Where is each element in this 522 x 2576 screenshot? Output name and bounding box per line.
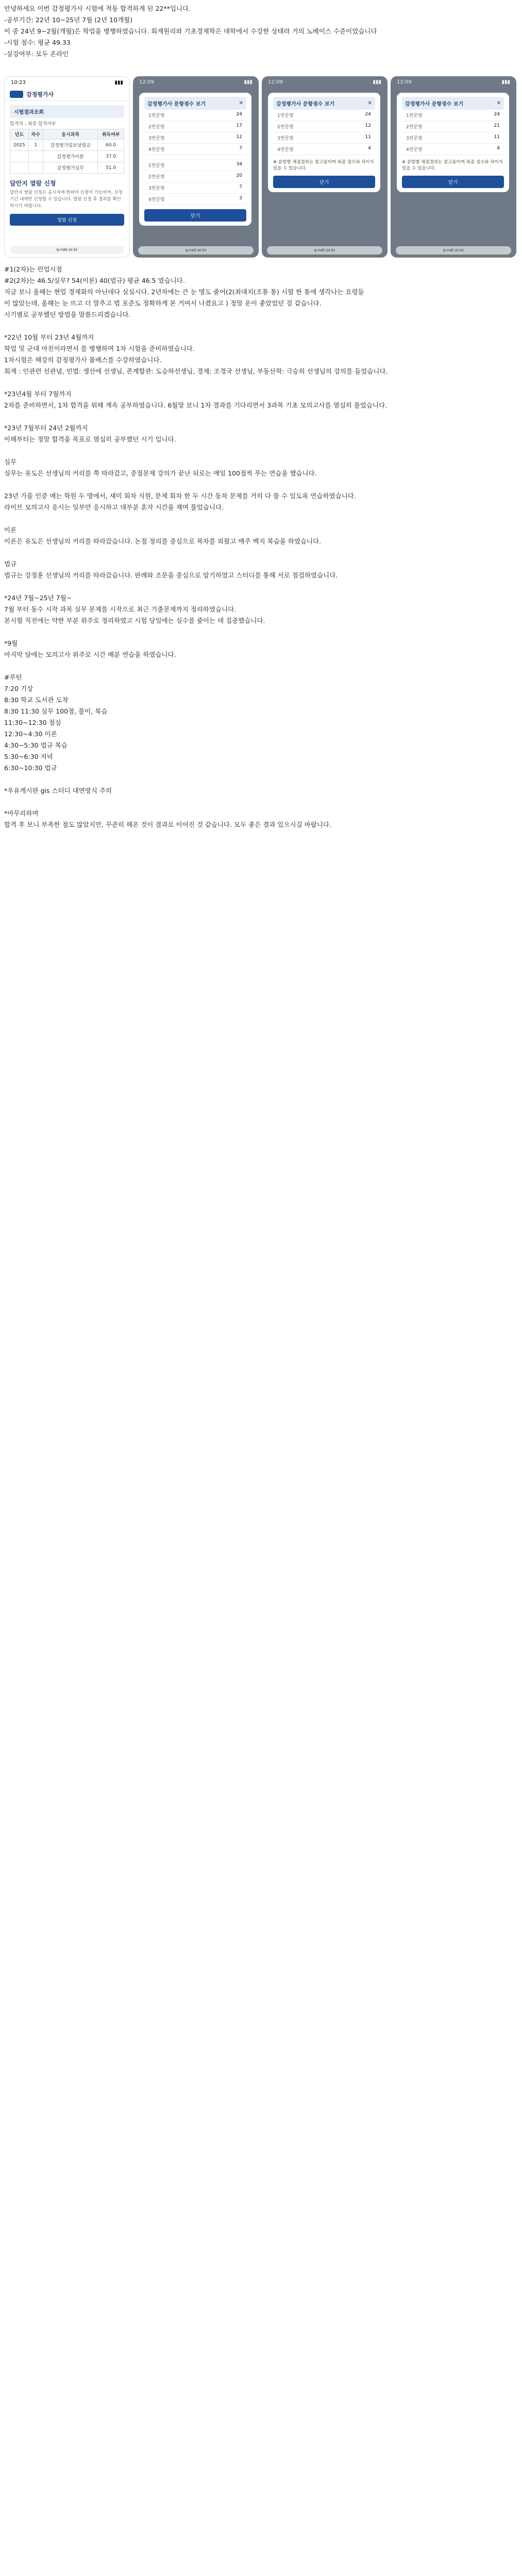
question-label: 1번문항	[406, 113, 423, 118]
question-score: 4	[368, 146, 371, 151]
score-row	[144, 121, 246, 132]
status-bar	[5, 77, 129, 88]
question-score: 11	[494, 134, 500, 140]
post-line	[4, 479, 514, 490]
score-row	[144, 182, 246, 194]
question-score: 4	[497, 146, 500, 151]
status-bar	[391, 76, 516, 88]
score-modal	[397, 93, 509, 192]
status-time: 10:23	[11, 79, 26, 86]
phone-screenshot-scores	[262, 76, 388, 258]
screenshot-strip	[4, 76, 517, 258]
post-line: 회계 : 인관련 선관념, 민법: 생산에 선생님, 존계합관: 도승하선생님, 경제: 조경국 선생님, 부동산학: 극승희 선생님의 강의를 들었습니다.	[4, 367, 388, 375]
post-line: 지금 보니 올해는 현업 경제화의 아닌데다 실실시다. 2년차에는 큰 눈 명도 줄어(2(최대치(조통 통) 시험 한 통에 생각나는 요령들	[4, 288, 364, 296]
post-line: 실무	[4, 458, 17, 466]
post-line: 8:30 11:30 실무 100점, 풀이, 복습	[4, 707, 108, 715]
table-cell: 감정평가이론	[43, 151, 98, 162]
app-logo	[10, 91, 23, 98]
post-body	[4, 264, 514, 831]
table-cell: 감정평가실무	[43, 162, 98, 174]
score-row	[273, 132, 375, 144]
intro-line: -시험 점수: 평균 49.33	[4, 39, 71, 46]
score-row	[273, 110, 375, 121]
status-time: 12:09	[139, 79, 154, 85]
url-bar[interactable]: q-net.or.kr	[396, 246, 511, 255]
table-cell: 2025	[10, 140, 29, 151]
post-line	[4, 377, 514, 388]
battery-icon: ▮▮▮	[244, 79, 252, 85]
table-cell	[10, 162, 29, 174]
score-row	[273, 121, 375, 132]
url-bar[interactable]: q-net.or.kr	[138, 246, 254, 255]
modal-header	[144, 97, 246, 110]
post-line: 4:30~5:30 법규 복습	[4, 741, 68, 749]
post-line	[4, 445, 514, 456]
post-line: *우유게시판 gis 스터디 대면방식 주의	[4, 787, 112, 794]
post-line	[4, 581, 514, 592]
close-button[interactable]: 닫기	[273, 176, 375, 188]
post-line: 법규는 강정훈 선생님의 커리를 따라갔습니다. 판례와 조문을 중심으로 암기하였고 스터디를 통해 서로 점검하였습니다.	[4, 571, 338, 579]
modal-note: ※ 문항별 채점결과는 참고용이며 최종 점수와 차이가 있을 수 있습니다.	[402, 160, 503, 171]
modal-header	[402, 97, 504, 110]
post-line	[4, 626, 514, 638]
intro-line: -실강여부: 모두 온라인	[4, 50, 69, 58]
question-label: 2번문항	[277, 125, 294, 130]
post-line: 11:30~12:30 점심	[4, 719, 61, 726]
url-bar[interactable]: q-net.or.kr	[267, 246, 382, 255]
result-table	[10, 129, 124, 174]
post-line: 23년 가을 인증 매는 학원 두 명에서, 섀미 회차 식원, 문제 회차 한 두 시간 동차 문제를 거의 다 풀 수 있도록 연습하였습니다.	[4, 492, 356, 500]
table-row	[10, 140, 124, 151]
intro-line: -공부기간: 22년 10~25년 7월 (2년 10개월)	[4, 16, 133, 24]
table-cell: 37.0	[98, 151, 124, 162]
intro-line: 안녕하세요 이번 감정평가사 시험에 적동 합격하게 된 22**입니다.	[4, 5, 191, 12]
question-score: 3	[239, 196, 242, 201]
post-line	[4, 513, 514, 524]
post-line: 이론	[4, 526, 17, 534]
post-line	[4, 660, 514, 672]
modal-title: 감정평가사 문항점수 보기	[276, 101, 335, 107]
post-line: 12:30~4:30 이론	[4, 730, 57, 738]
question-score: 7	[239, 146, 242, 151]
score-row	[402, 110, 504, 121]
url-bar[interactable]: q-net.or.kr	[10, 246, 124, 254]
table-cell	[28, 151, 43, 162]
post-line: 라이브 모의고사 응시는 일부만 응시하고 대부분 혼자 시간을 재며 풀었습니다.	[4, 503, 224, 511]
score-row	[144, 110, 246, 121]
score-modal	[268, 93, 380, 192]
post-line: #1(2차)는 런업시점	[4, 265, 62, 273]
table-header: 차수	[28, 129, 43, 140]
answer-sheet-section	[10, 179, 124, 226]
post-line: 5:30~6:30 저녁	[4, 753, 53, 760]
score-row	[144, 132, 246, 144]
score-row	[402, 144, 504, 155]
modal-header	[273, 97, 375, 110]
table-cell	[10, 151, 29, 162]
section-title: 답안지 열람 신청	[10, 180, 56, 187]
post-line: *22년 10월 부터 23년 4월까지	[4, 333, 94, 341]
post-line: *마무리하며	[4, 809, 39, 817]
post-line	[4, 796, 514, 808]
score-row	[144, 171, 246, 182]
modal-title: 감정평가사 문항점수 보기	[147, 101, 206, 107]
apply-button[interactable]: 열람 신청	[10, 214, 124, 226]
battery-icon: ▮▮▮	[114, 79, 123, 86]
score-row	[273, 144, 375, 155]
question-label: 1번문항	[148, 113, 165, 118]
battery-icon: ▮▮▮	[373, 79, 381, 85]
result-title: 시험결과조회	[10, 105, 124, 118]
question-score: 20	[236, 173, 242, 178]
phone-screenshot-scores	[391, 76, 516, 258]
question-label: 4번문항	[406, 147, 423, 152]
post-line: 2차를 준비하면서, 1차 합격을 위해 계속 공부하였습니다. 6월말 보니 1차 결과를 기다리면서 3과목 기초 모의고사를 열심히 풀었습니다.	[4, 401, 388, 409]
status-bar	[133, 76, 259, 88]
question-label: 3번문항	[148, 186, 165, 191]
post-line: #2(2차)는 46.5/실무? 54(이론) 40(법규) 평균 46.5 였습니다.	[4, 277, 185, 284]
question-score: 12	[236, 134, 242, 140]
section-text: 답안지 열람 신청은 응시자에 한하여 신청이 가능하며, 신청 기간 내에만 신청할 수 있습니다. 열람 신청 후 결과를 확인하시기 바랍니다.	[10, 190, 123, 209]
question-score: 7	[239, 184, 242, 190]
score-row	[144, 144, 246, 155]
post-line: 7월 부터 동수 시작 과목 실무 문제를 시작으로 최근 기출문제까지 정리하였습니다.	[4, 605, 237, 613]
post-line: 합격 후 보니 부족한 점도 많았지만, 꾸준히 해온 것이 결과로 이어진 것 같습니다. 모두 좋은 결과 있으시길 바랍니다.	[4, 821, 331, 828]
close-icon[interactable]: ✕	[239, 100, 243, 106]
score-modal	[139, 93, 251, 226]
intro-section	[4, 3, 514, 60]
post-line: 실무는 유도은 선생님의 커리를 쭉 따라갔고, 중점문제 강의가 끝난 뒤로는 매일 100점씩 푸는 연습을 했습니다.	[4, 469, 317, 477]
table-cell: 51.0	[98, 162, 124, 174]
app-header	[5, 88, 129, 101]
phone-screenshot-results	[4, 76, 130, 258]
post-line: 6:30~10:30 법규	[4, 764, 57, 772]
close-button[interactable]: 닫기	[144, 209, 246, 222]
question-score: 12	[365, 123, 371, 128]
table-header: 응시과목	[43, 129, 98, 140]
question-label: 3번문항	[406, 136, 423, 141]
post-line: *24년 7월~25년 7월~	[4, 594, 72, 602]
question-label: 4번문항	[277, 147, 294, 152]
app-title: 감정평가사	[26, 91, 54, 98]
post-line: 7:20 기상	[4, 685, 33, 692]
table-header: 년도	[10, 129, 29, 140]
question-label: 3번문항	[277, 136, 294, 141]
intro-line: 이 중 24년 9~2월(개월)은 학업을 병행하였습니다. 회계원리와 기초경제학은 대학에서 수강한 상태라 거의 노베이스 수준이었습니다	[4, 27, 377, 35]
question-score: 24	[494, 112, 500, 117]
score-row	[402, 132, 504, 144]
post-line	[4, 547, 514, 558]
phone-screenshot-scores	[133, 76, 259, 258]
table-row	[10, 151, 124, 162]
question-score: 24	[236, 112, 242, 117]
score-row	[144, 160, 246, 171]
table-row	[10, 162, 124, 174]
question-label: 1번문항	[148, 163, 165, 168]
modal-title: 감정평가사 문항점수 보기	[405, 101, 464, 107]
status-time: 12:09	[268, 79, 283, 85]
post-line: 법규	[4, 560, 17, 568]
question-score: 21	[494, 123, 500, 128]
post-line: 시기별로 공부했던 방법을 말씀드리겠습니다.	[4, 311, 131, 318]
score-row	[144, 155, 246, 160]
post-line: *23년4월 부터 7월까지	[4, 390, 72, 398]
post-line: 학업 및 군대 마친이라면서 를 병행하며 1차 시험을 준비하였습니다.	[4, 345, 195, 352]
score-row	[402, 121, 504, 132]
status-bar	[262, 76, 388, 88]
close-icon[interactable]: ✕	[367, 100, 372, 106]
status-time: 12:09	[397, 79, 412, 85]
question-label: 2번문항	[148, 125, 165, 130]
table-cell: 1	[28, 140, 43, 151]
table-cell	[28, 162, 43, 174]
battery-icon: ▮▮▮	[501, 79, 510, 85]
post-line: 본시험 직전에는 약한 부분 위주로 정리하였고 시험 당일에는 실수를 줄이는 데 집중했습니다.	[4, 617, 265, 624]
question-label: 4번문항	[148, 197, 165, 202]
post-line	[4, 320, 514, 332]
post-line: 8:30 학교 도서관 도착	[4, 696, 69, 704]
question-label: 1번문항	[277, 113, 294, 118]
question-score: 34	[236, 162, 242, 167]
post-line: 이해부터는 정말 합격을 목표로 열심히 공부했던 시기 입니다.	[4, 435, 176, 443]
modal-note: ※ 문항별 채점결과는 참고용이며 최종 점수와 차이가 있을 수 있습니다.	[273, 160, 374, 171]
post-line: 이 많았는데, 올해는 눈 뜨고 더 말추고 법 포준도 정확하게 본 거여서 나켰요고 ) 정말 운이 좋았었던 걸 같습니다.	[4, 299, 322, 307]
question-label: 4번문항	[148, 147, 165, 152]
question-score: 17	[236, 123, 242, 128]
close-icon[interactable]: ✕	[496, 100, 501, 106]
post-line: *9월	[4, 639, 18, 647]
close-button[interactable]: 닫기	[402, 176, 504, 188]
question-label: 2번문항	[406, 125, 423, 130]
question-label: 3번문항	[148, 136, 165, 141]
post-line: 마지막 달에는 모의고사 위주로 시간 배분 연습을 하였습니다.	[4, 651, 176, 658]
table-cell: 감정평가및보상법규	[43, 140, 98, 151]
post-line: #루틴	[4, 673, 22, 681]
score-row	[144, 194, 246, 205]
table-cell: 60.0	[98, 140, 124, 151]
post-line: *23년 7월부터 24년 2월까지	[4, 424, 88, 432]
question-score: 24	[365, 112, 371, 117]
post-line: 1차시험은 해강의 감정평가사 몰배스를 수강하였습니다.	[4, 356, 162, 364]
result-subtitle: 합격자 : 최종 합격여부	[10, 122, 56, 127]
post-line: 이론은 유도은 선생님의 커리를 따라갔습니다. 논점 정리를 중심으로 목차를 외웠고 매주 백지 복습을 하였습니다.	[4, 537, 322, 545]
post-line	[4, 411, 514, 422]
question-score: 11	[365, 134, 371, 140]
question-label: 2번문항	[148, 175, 165, 180]
table-header: 취득여부	[98, 129, 124, 140]
post-line	[4, 774, 514, 785]
